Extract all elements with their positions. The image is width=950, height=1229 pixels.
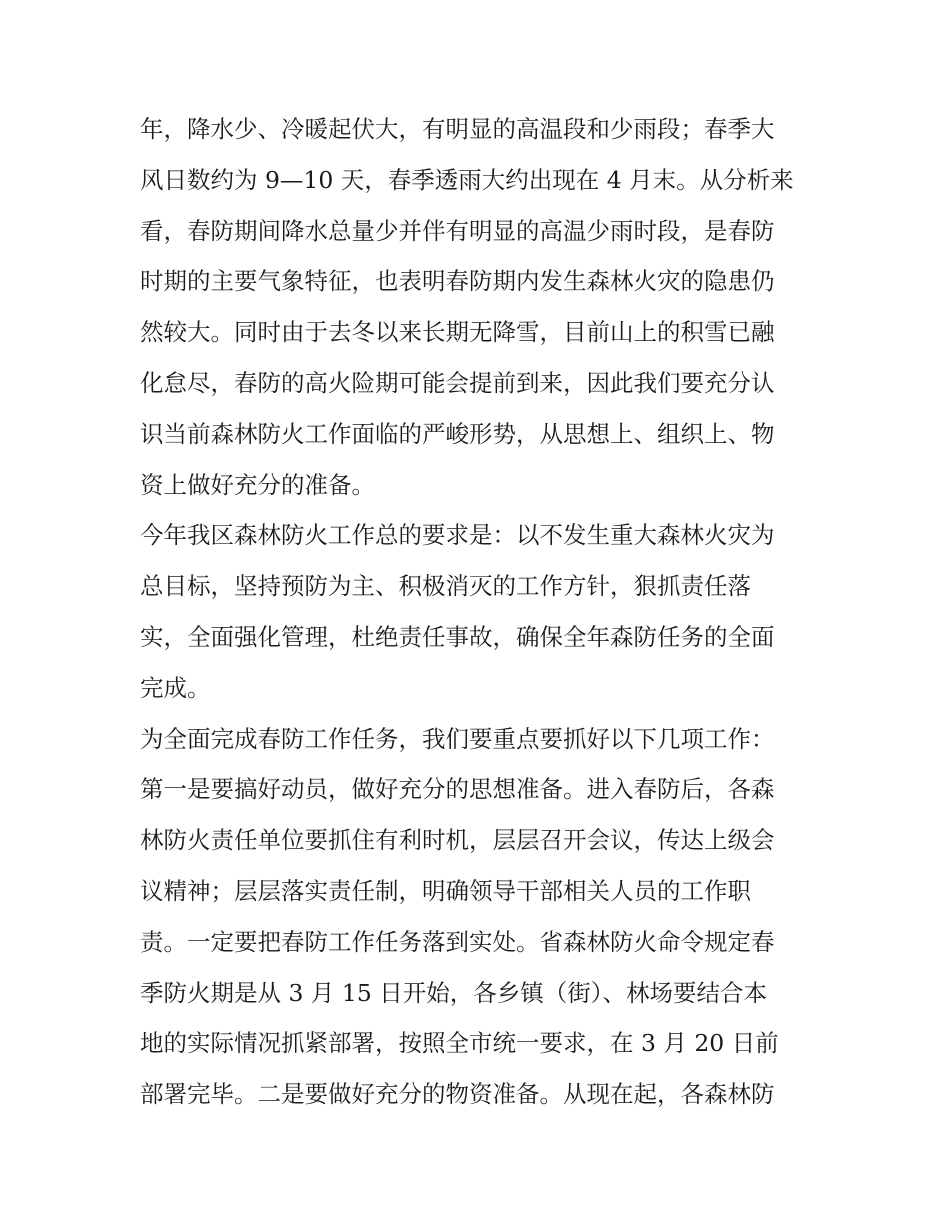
text-line: 第一是要搞好动员，做好充分的思想准备。进入春防后，各森 [140, 775, 775, 804]
text-line: 地的实际情况抓紧部署，按照全市统一要求，在 3 月 20 日前 [140, 1029, 779, 1058]
text-line: 部署完毕。二是要做好充分的物资准备。从现在起，各森林防 [140, 1080, 775, 1109]
text-line: 时期的主要气象特征，也表明春防期内发生森林火灾的隐患仍 [140, 267, 775, 296]
document-body [140, 104, 820, 1120]
text-line: 然较大。同时由于去冬以来长期无降雪，目前山上的积雪已融 [140, 318, 775, 347]
text-line: 实，全面强化管理，杜绝责任事故，确保全年森防任务的全面 [140, 622, 775, 651]
text-line: 识当前森林防火工作面临的严峻形势，从思想上、组织上、物 [140, 419, 775, 448]
text-line: 资上做好充分的准备。 [140, 470, 375, 499]
text-line: 季防火期是从 3 月 15 日开始，各乡镇（街）、林场要结合本 [140, 978, 767, 1007]
text-line: 风日数约为 9—10 天，春季透雨大约出现在 4 月末。从分析来 [140, 165, 794, 194]
text-line: 议精神；层层落实责任制，明确领导干部相关人员的工作职 [140, 876, 751, 905]
text-line: 总目标，坚持预防为主、积极消灭的工作方针，狠抓责任落 [140, 572, 751, 601]
text-line: 林防火责任单位要抓住有利时机，层层召开会议，传达上级会 [140, 826, 775, 855]
text-line: 责。一定要把春防工作任务落到实处。省森林防火命令规定春 [140, 927, 775, 956]
text-line: 年，降水少、冷暖起伏大，有明显的高温段和少雨段；春季大 [140, 115, 775, 143]
text-line: 看，春防期间降水总量少并伴有明显的高温少雨时段，是春防 [140, 216, 775, 245]
text-line: 完成。 [140, 673, 211, 702]
text-line: 今年我区森林防火工作总的要求是：以不发生重大森林火灾为 [140, 521, 775, 550]
text-line: 化怠尽，春防的高火险期可能会提前到来，因此我们要充分认 [140, 368, 775, 397]
text-line: 为全面完成春防工作任务，我们要重点要抓好以下几项工作： [140, 724, 775, 753]
